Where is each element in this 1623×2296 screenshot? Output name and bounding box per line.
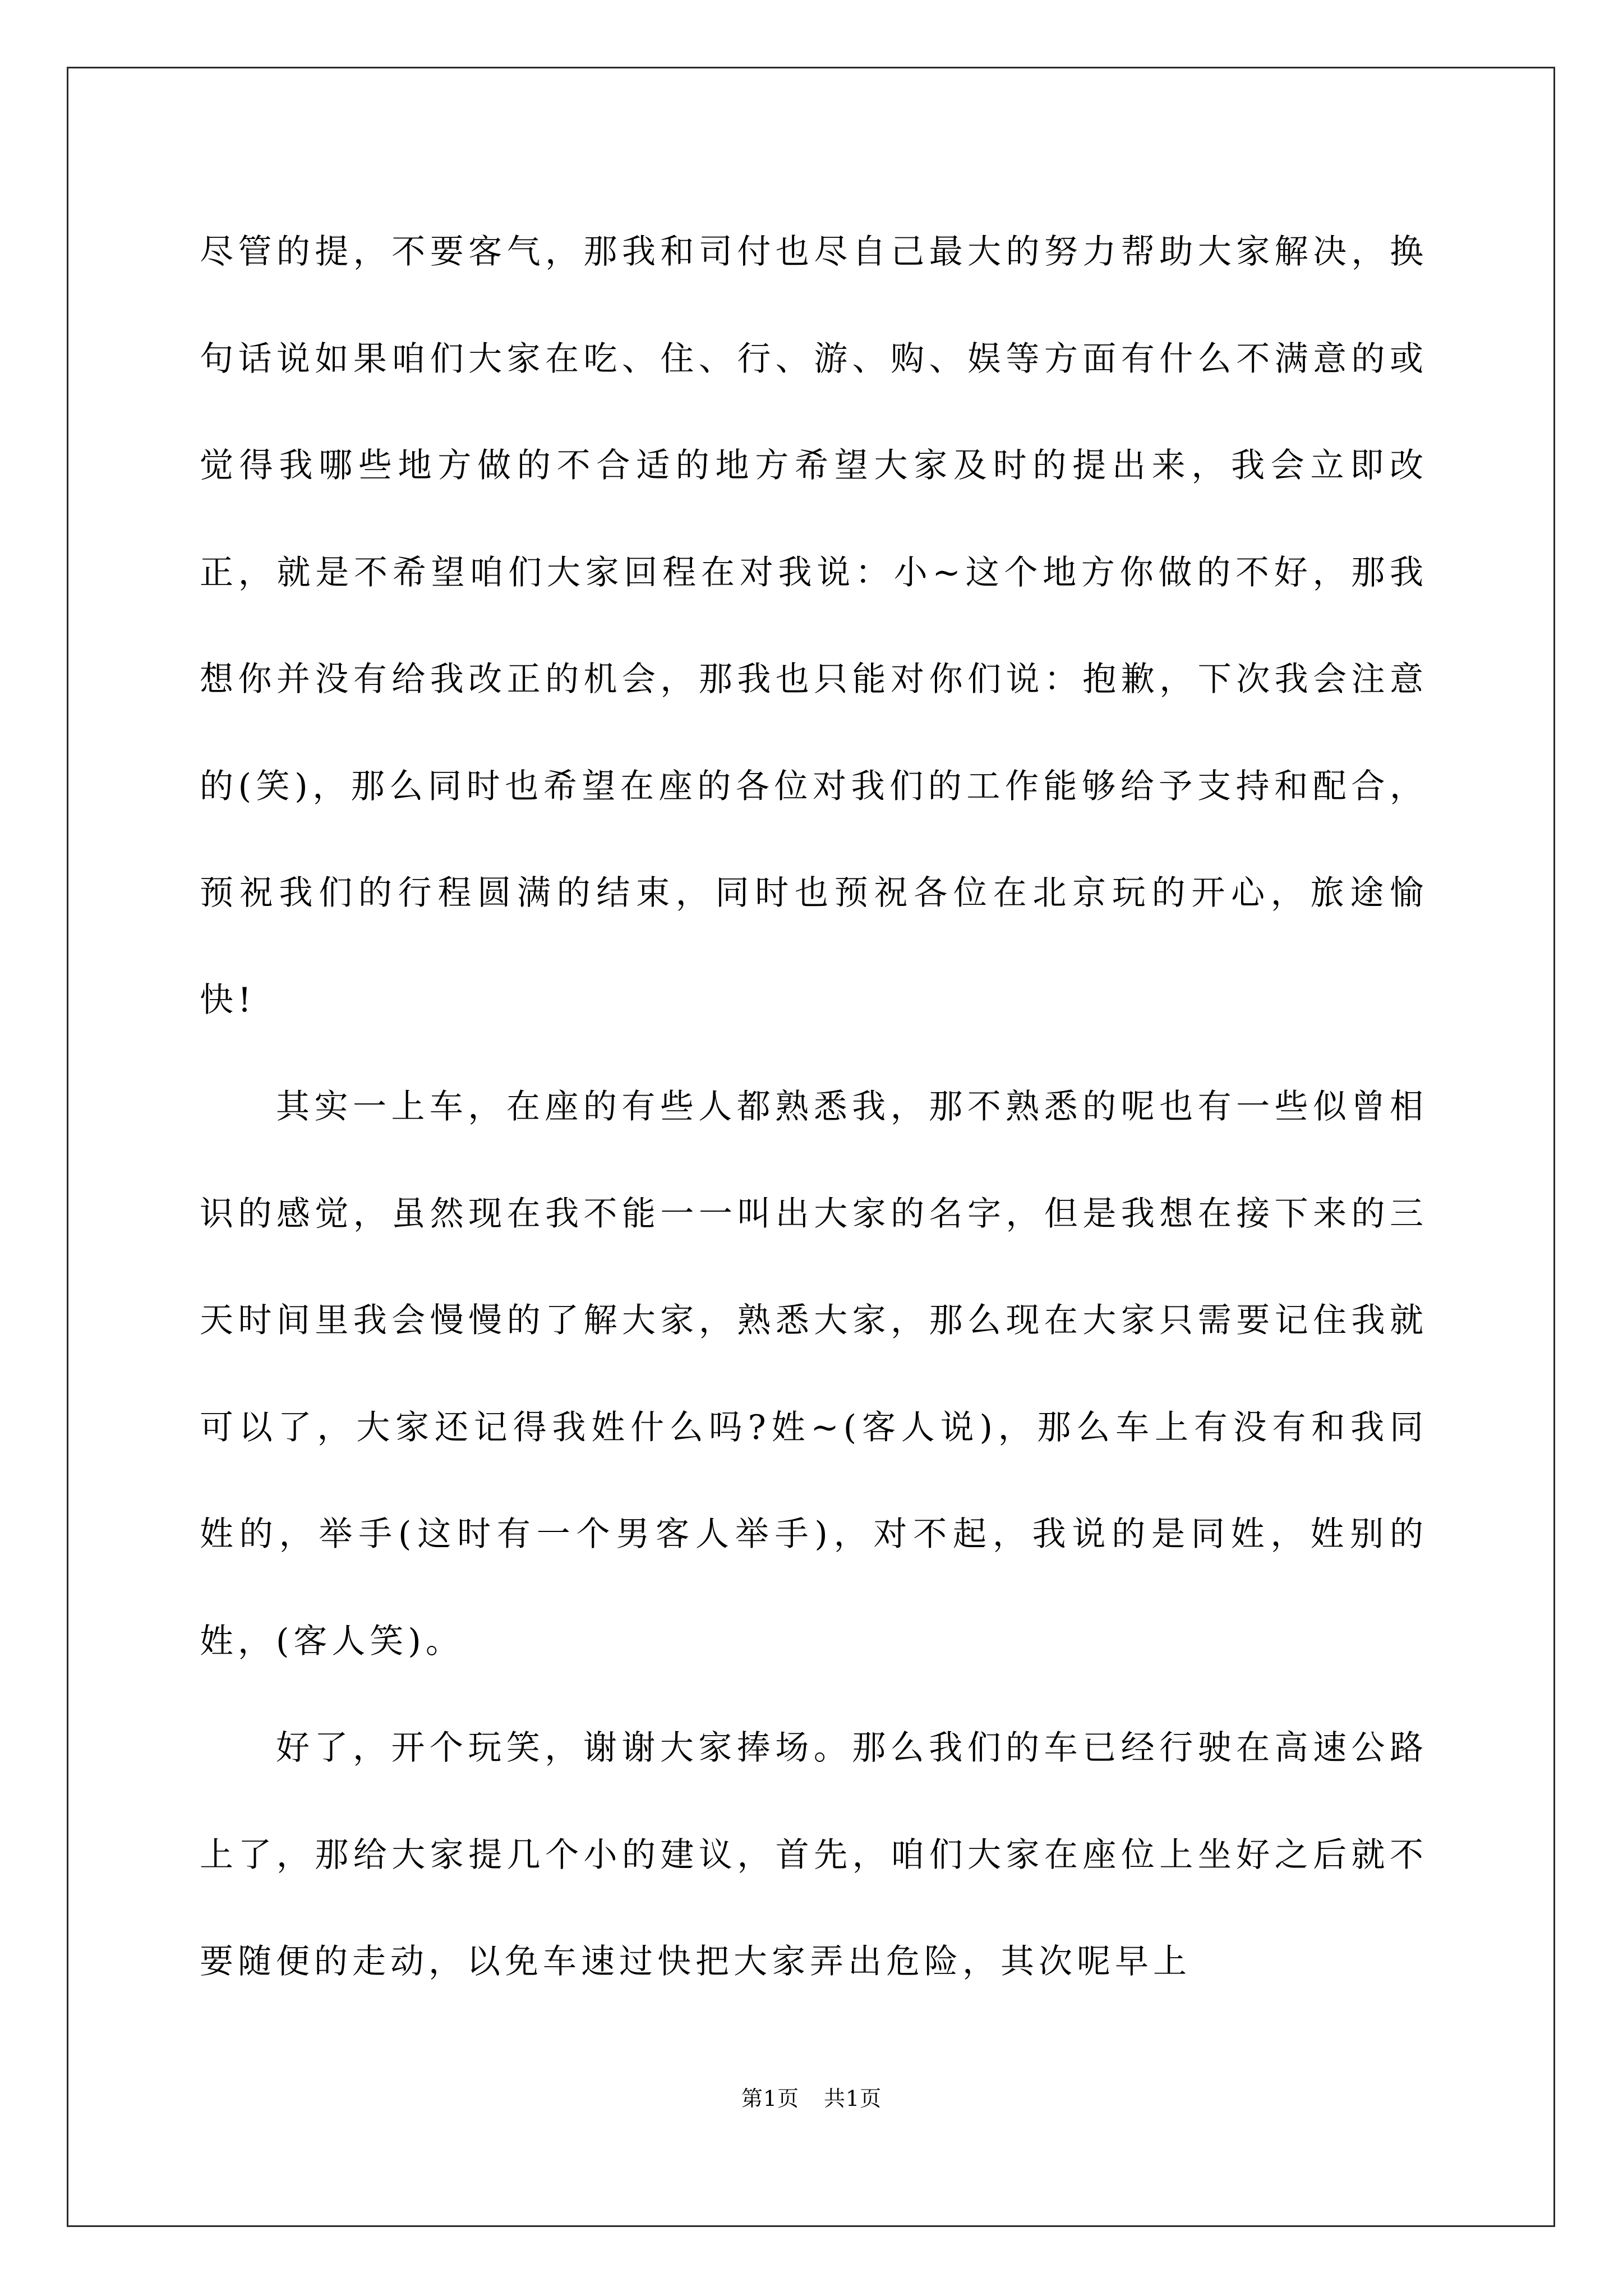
paragraph-1: 尽管的提，不要客气，那我和司付也尽自己最大的努力帮助大家解决，换句话说如果咱们大家在吃、住、行、游、购、娱等方面有什么不满意的或觉得我哪些地方做的不合适的地方希望大家及时的提出来，我会立即改正，就是不希望咱们大家回程在对我说：小~这个地方你做的不好，那我想你并没有给我改正的机会，那我也只能对你们说：抱歉，下次我会注意的(笑)，那么同时也希望在座的各位对我们的工作能够给予支持和配合，预祝我们的行程圆满的结束，同时也预祝各位在北京玩的开心，旅途愉快! (200, 232, 1428, 1020)
page-total: 共1页 (824, 2086, 882, 2111)
paragraph-3: 好了，开个玩笑，谢谢大家捧场。那么我们的车已经行驶在高速公路上了，那给大家提几个小的建议，首先，咱们大家在座位上坐好之后就不要随便的走动，以免车速过快把大家弄出危险，其次呢早上 (200, 1728, 1428, 1981)
page-number: 第1页 (741, 2086, 799, 2111)
page-footer (0, 2081, 1623, 2112)
document-body (200, 199, 1428, 2016)
paragraph-2: 其实一上车，在座的有些人都熟悉我，那不熟悉的呢也有一些似曾相识的感觉，虽然现在我不能一一叫出大家的名字，但是我想在接下来的三天时间里我会慢慢的了解大家，熟悉大家，那么现在大家只需要记住我就可以了，大家还记得我姓什么吗?姓~(客人说)，那么车上有没有和我同姓的，举手(这时有一个男客人举手)，对不起，我说的是同姓，姓别的姓，(客人笑)。 (200, 1087, 1428, 1661)
